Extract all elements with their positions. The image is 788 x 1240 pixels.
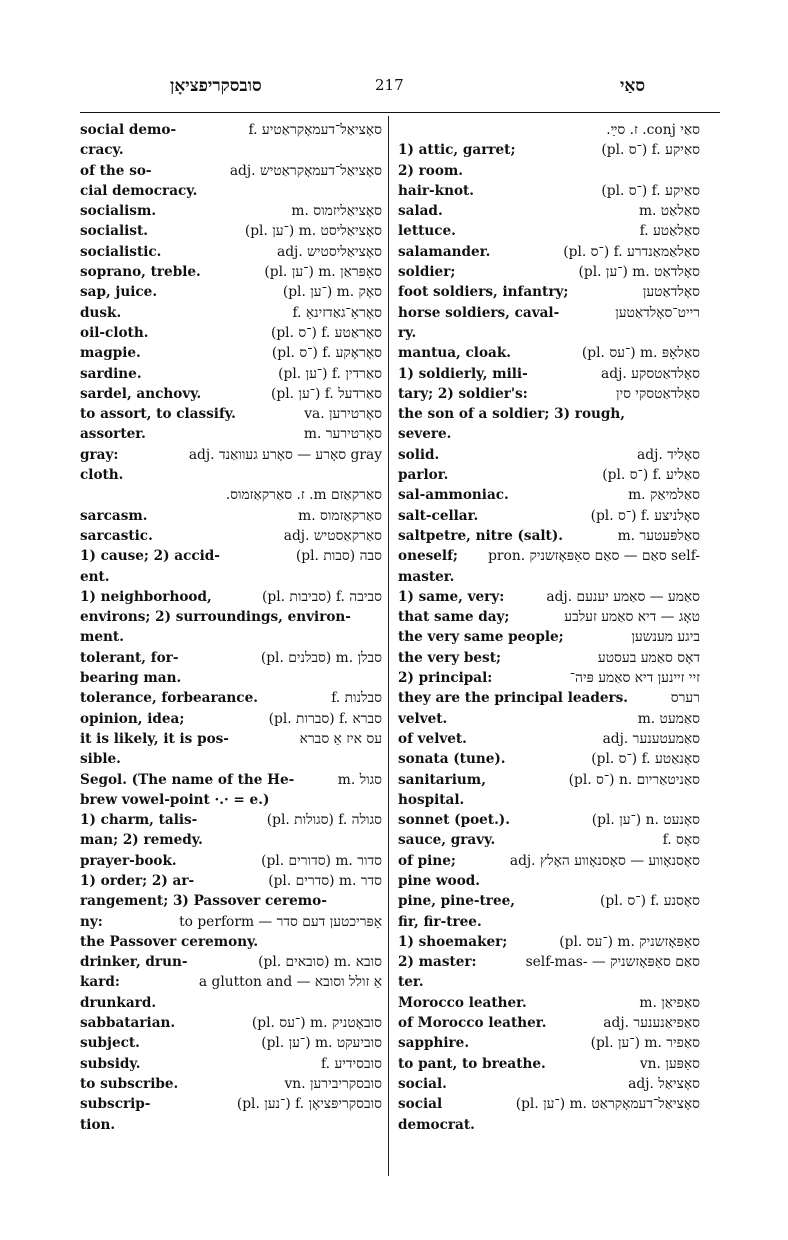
english-text: sap, juice. [80, 284, 158, 301]
entry-line [398, 1033, 700, 1053]
english-text: democrat. [398, 1116, 475, 1133]
entry-line [398, 1074, 700, 1094]
yiddish-headword: (pl. סביבות) f. סביבה [262, 588, 382, 605]
entry-line [80, 1094, 382, 1114]
english-text: social demo- [80, 122, 177, 138]
yiddish-headword: (pl. ־ס) f. סאַליע [602, 467, 700, 484]
entry-line [398, 891, 700, 911]
yiddish-headword: adj. סאַרקאַסטיש [283, 527, 382, 544]
english-text: 2) master: [398, 954, 477, 971]
english-text: 1) neighborhood, [80, 588, 212, 605]
entry-line [398, 871, 700, 891]
entry-line [80, 262, 382, 282]
english-text: parlor. [398, 467, 449, 484]
entry-line [398, 790, 700, 810]
entry-line [398, 506, 700, 526]
yiddish-headword: (pl. סברות) f. סברא [268, 710, 382, 727]
english-text: velvet. [398, 710, 448, 727]
english-text: socialistic. [80, 243, 162, 260]
entry-line [398, 688, 700, 708]
entry-line [80, 871, 382, 891]
entry-line [398, 262, 700, 282]
yiddish-headword: m. סאָרטירער [303, 426, 382, 443]
entry-line [80, 627, 382, 647]
yiddish-headword: vn. סובסקריבירען [284, 1075, 382, 1092]
entry-line [80, 912, 382, 932]
yiddish-headword: (pl. ־ען) m. סוביעקט [261, 1035, 382, 1052]
english-text: cloth. [80, 467, 124, 484]
entry-line [80, 445, 382, 465]
entry-line [80, 972, 382, 992]
entry-line [80, 161, 382, 181]
english-text: salad. [398, 203, 443, 220]
yiddish-headword: (pl. ־ען) m. סאָציאַל־דעמאָקראַט [515, 1096, 700, 1113]
entry-line [80, 1115, 382, 1135]
english-text: soprano, treble. [80, 264, 201, 281]
english-text: sarcastic. [80, 527, 153, 544]
yiddish-headword: (pl. ־עס) m. סאַלאָפּ [581, 345, 700, 362]
english-text: gray: [80, 446, 119, 463]
yiddish-headword: (pl. סבלנים) m. סבלן [260, 649, 382, 666]
english-text: environs; 2) surroundings, environ- [80, 609, 351, 626]
yiddish-headword: m. סאַלאַט [638, 203, 700, 220]
entry-line [398, 120, 700, 140]
yiddish-headword: רייט־סאָלדאַטען [615, 304, 700, 321]
yiddish-headword: adj. סאָציאַל [628, 1075, 700, 1092]
entry-line [80, 749, 382, 769]
english-text: of velvet. [398, 730, 467, 747]
english-text: tary; 2) soldier's: [398, 385, 528, 402]
english-text: sarcasm. [80, 507, 148, 524]
yiddish-headword: m. סאַלפּעטער [617, 527, 700, 544]
yiddish-headword: (pl. סדורים) m. סדור [261, 852, 382, 869]
yiddish-headword: טאָג — דיא סאַמע זעלבע [564, 609, 700, 626]
header-left-guideword: סובסקריפציאָן [170, 76, 262, 96]
yiddish-headword: adj. סאָרע — סאָרע געוואַנד gray [188, 446, 382, 463]
entry-line [398, 140, 700, 160]
entry-line [80, 688, 382, 708]
header-right-guideword: סאַי [619, 76, 645, 96]
entry-line [80, 424, 382, 444]
english-text: fir, fir-tree. [398, 913, 482, 930]
yiddish-headword: a glutton and — אַ זולל וסובא [198, 974, 382, 991]
yiddish-headword: adj. סאָליד [637, 446, 700, 463]
yiddish-headword: זיי זיינען דיא סאַמע פּיה־ [569, 670, 700, 687]
yiddish-headword: (pl. סובאים) m. סובא [258, 954, 382, 971]
entry-line [80, 201, 382, 221]
english-text: of pine; [398, 852, 456, 869]
entry-line [398, 364, 700, 384]
english-text: it is likely, it is pos- [80, 730, 229, 747]
yiddish-headword: (pl. ־ס) f. סאַיקע [601, 142, 700, 159]
english-text: 1) cause; 2) accid- [80, 548, 220, 565]
yiddish-headword: (pl. ־ען) m. סאָלדאַט [578, 264, 700, 281]
entry-line [398, 201, 700, 221]
entry-line [80, 607, 382, 627]
entry-line [398, 1115, 700, 1135]
english-text: tion. [80, 1116, 116, 1133]
entry-line [398, 465, 700, 485]
column-divider [388, 116, 389, 1176]
entry-line [398, 607, 700, 627]
yiddish-headword: סאַי conj. ז. סײַ. [606, 122, 700, 138]
english-text: the very best; [398, 649, 501, 666]
english-text: master. [398, 568, 455, 585]
english-text: sardine. [80, 365, 142, 382]
yiddish-headword: adj. סאָלדאַטסקע [601, 365, 700, 382]
yiddish-headword: adj. סאַמעטענער [602, 730, 700, 747]
yiddish-headword: m. סגול [337, 771, 382, 788]
entry-line [80, 709, 382, 729]
english-text: tolerant, for- [80, 649, 179, 666]
english-text: to subscribe. [80, 1075, 179, 1092]
entry-line [80, 729, 382, 749]
dictionary-page [80, 74, 720, 1174]
english-text: subscrip- [80, 1096, 151, 1113]
yiddish-headword: adj. סאָסנאָווע — סאָסנאָווע האָלץ [509, 852, 700, 869]
english-text: sonata (tune). [398, 751, 506, 768]
entry-line [80, 952, 382, 972]
entry-line [398, 445, 700, 465]
yiddish-headword: m. סאַלמיאַק [628, 487, 700, 504]
english-text: 2) room. [398, 162, 464, 179]
yiddish-headword: (pl. ־ען) m. סאָק [282, 284, 382, 301]
yiddish-headword: (pl. ־ען) f. סאַרדין [278, 365, 382, 382]
yiddish-headword: f. סאַלאַטע [639, 223, 700, 240]
english-text: ment. [80, 629, 124, 646]
entry-line [80, 140, 382, 160]
yiddish-headword: self-mas- — סאַם סאַפּאָזשניק [525, 954, 700, 971]
yiddish-headword: m. סאָציאַליזמוס [291, 203, 382, 220]
yiddish-headword: (pl. ־ס) f. סאַיקע [601, 182, 700, 199]
english-text: cial democracy. [80, 182, 198, 199]
english-text: severe. [398, 426, 452, 443]
english-text: 1) attic, garret; [398, 142, 516, 159]
entry-line [398, 384, 700, 404]
yiddish-headword: m. סאַפיאַן [639, 994, 700, 1011]
entry-line [398, 810, 700, 830]
entry-line [398, 546, 700, 566]
yiddish-headword: (pl. ־עס) m. סאַפּאָזשניק [559, 933, 700, 950]
entry-line [80, 851, 382, 871]
english-text: the son of a soldier; 3) rough, [398, 406, 626, 423]
page-number: 217 [375, 76, 404, 94]
english-text: drinker, drun- [80, 954, 188, 971]
entry-line [80, 567, 382, 587]
entry-line [80, 546, 382, 566]
yiddish-headword: adj. סאָציאַליסטיש [276, 243, 382, 260]
entry-line [80, 221, 382, 241]
english-text: oil-cloth. [80, 324, 149, 341]
entry-line [80, 1033, 382, 1053]
yiddish-headword: (pl. ־ען) m. סאָציאַליסט [244, 223, 382, 240]
english-text: hair-knot. [398, 182, 475, 199]
english-text: social [398, 1096, 443, 1113]
entry-line [398, 1054, 700, 1074]
english-text: tolerance, forbearance. [80, 690, 258, 707]
yiddish-headword: vn. סאַפּען [639, 1055, 700, 1072]
yiddish-headword: (pl. סבות) סבה [295, 548, 382, 565]
english-text: they are the principal leaders. [398, 690, 629, 707]
english-text: assorter. [80, 426, 146, 443]
english-text: sapphire. [398, 1035, 470, 1052]
yiddish-headword: (pl. ־ס) f. סאָסנע [600, 893, 700, 910]
entry-line [80, 282, 382, 302]
entry-line [80, 810, 382, 830]
yiddish-headword: (pl. ־ען) n. סאָנעט [591, 812, 700, 829]
yiddish-headword: f. סאָס [662, 832, 700, 849]
english-text: 2) principal: [398, 670, 493, 687]
entry-line [80, 648, 382, 668]
entry-line [398, 749, 700, 769]
entry-line [80, 364, 382, 384]
english-text: ent. [80, 568, 110, 585]
yiddish-headword: (pl. סגולות) f. סגולה [266, 812, 382, 829]
english-text: of Morocco leather. [398, 1015, 547, 1032]
entry-line [398, 282, 700, 302]
english-text: sanitarium, [398, 771, 486, 788]
left-column [80, 120, 382, 1135]
english-text: drunkard. [80, 994, 157, 1011]
entry-line [398, 242, 700, 262]
entry-line [80, 770, 382, 790]
entry-line [398, 729, 700, 749]
entry-line [80, 465, 382, 485]
english-text: cracy. [80, 142, 124, 159]
entry-line [398, 709, 700, 729]
english-text: pine wood. [398, 872, 481, 889]
english-text: of the so- [80, 162, 152, 179]
entry-line [398, 343, 700, 363]
entry-line [398, 648, 700, 668]
entry-line [80, 891, 382, 911]
yiddish-headword: (pl. ־ס) f. סאָלניצע [590, 507, 700, 524]
english-text: rangement; 3) Passover ceremo- [80, 893, 327, 910]
english-text: that same day; [398, 609, 510, 626]
yiddish-headword: (pl. ־ס) f. סאָראַטע [270, 324, 382, 341]
yiddish-headword: m. סאַרקאַזמוס [298, 507, 382, 524]
english-text: ny: [80, 913, 103, 930]
yiddish-headword: m. סאַמעט [637, 710, 700, 727]
entry-line [398, 993, 700, 1013]
yiddish-headword: f. סאָציאַל־דעמאָקראַטיע [248, 122, 382, 138]
yiddish-headword: (pl. ־נען) f. סובסקריפּציאָן [236, 1096, 382, 1113]
right-column [398, 120, 700, 1135]
entry-line [80, 668, 382, 688]
entry-line [398, 485, 700, 505]
english-text: kard: [80, 974, 120, 991]
english-text: bearing man. [80, 670, 182, 687]
english-text: sible. [80, 751, 121, 768]
yiddish-headword: (pl. ־ס) f. סאָנאַטע [591, 751, 700, 768]
english-text: magpie. [80, 345, 141, 362]
entry-line [80, 343, 382, 363]
english-text: Segol. (The name of the He- [80, 771, 295, 788]
entry-line [398, 323, 700, 343]
entry-line [80, 790, 382, 810]
entry-line [80, 1013, 382, 1033]
english-text: 1) order; 2) ar- [80, 872, 195, 889]
english-text: opinion, idea; [80, 710, 185, 727]
english-text: sardel, anchovy. [80, 385, 202, 402]
english-text: socialism. [80, 203, 157, 220]
yiddish-headword: עס איז אַ סברא [299, 730, 382, 747]
english-text: lettuce. [398, 223, 456, 240]
entry-line [398, 627, 700, 647]
entry-line [398, 161, 700, 181]
english-text: the Passover ceremony. [80, 933, 259, 950]
entry-line [398, 830, 700, 850]
yiddish-headword: (pl. ־עס) m. סובאָטניק [251, 1015, 382, 1032]
english-text: 1) shoemaker; [398, 933, 508, 950]
english-text: mantua, cloak. [398, 345, 511, 362]
english-text: social. [398, 1075, 447, 1092]
english-text: 1) charm, talis- [80, 812, 198, 829]
yiddish-headword: adj. סאָציאַל־דעמאָקראַטיש [229, 162, 382, 179]
entry-line [398, 303, 700, 323]
english-text: saltpetre, nitre (salt). [398, 527, 563, 544]
entry-line [80, 932, 382, 952]
entry-line [398, 952, 700, 972]
english-text: pine, pine-tree, [398, 893, 515, 910]
english-text: solid. [398, 446, 440, 463]
entry-line [80, 384, 382, 404]
entry-line [398, 912, 700, 932]
english-text: subsidy. [80, 1055, 141, 1072]
yiddish-headword: דאָס סאַמע בעסטע [597, 649, 700, 666]
yiddish-headword: to perform — אָפּריכטען דעם סדר [179, 913, 382, 930]
entry-line [80, 485, 382, 505]
english-text: the very same people; [398, 629, 564, 646]
entry-line [80, 242, 382, 262]
english-text: foot soldiers, infantry; [398, 284, 569, 301]
entry-line [398, 1094, 700, 1114]
english-text: sabbatarian. [80, 1015, 176, 1032]
entry-line [80, 830, 382, 850]
entry-line [80, 506, 382, 526]
yiddish-headword: (pl. ־ס) n. סאַניטאַריום [568, 771, 700, 788]
english-text: ry. [398, 324, 417, 341]
english-text: socialist. [80, 223, 148, 240]
english-text: subject. [80, 1035, 140, 1052]
english-text: salt-cellar. [398, 507, 479, 524]
entry-line [398, 221, 700, 241]
entry-line [398, 404, 700, 424]
yiddish-headword: adj. סאַמע — סאַמע יענעם [546, 588, 700, 605]
english-text: man; 2) remedy. [80, 832, 203, 849]
english-text: salamander. [398, 243, 491, 260]
entry-line [80, 993, 382, 1013]
english-text: to assort, to classify. [80, 406, 236, 423]
yiddish-headword: (pl. ־ס) f. סאַלאַמאַנדרע [563, 243, 700, 260]
entry-line [398, 770, 700, 790]
entry-line [398, 424, 700, 444]
entry-line [398, 932, 700, 952]
entry-line [398, 181, 700, 201]
yiddish-headword: (pl. ־ען) m. סאָפּראַן [264, 264, 382, 281]
english-text: sauce, gravy. [398, 832, 496, 849]
english-text: sal-ammoniac. [398, 487, 509, 504]
yiddish-headword: f. סבלנות [331, 690, 382, 707]
entry-line [80, 323, 382, 343]
yiddish-headword: (pl. ־ען) m. סאַפיר [590, 1035, 700, 1052]
yiddish-headword: f. סובסידיע [321, 1055, 382, 1072]
entry-line [398, 668, 700, 688]
entry-line [80, 120, 382, 140]
entry-line [80, 404, 382, 424]
yiddish-headword: סאָלדאַטסקי סין [615, 385, 700, 402]
english-text: to pant, to breathe. [398, 1055, 546, 1072]
yiddish-headword: (pl. סדרים) m. סדר [268, 872, 382, 889]
english-text: sonnet (poet.). [398, 812, 510, 829]
entry-line [398, 567, 700, 587]
yiddish-headword: סאַרקאַזם m. ז. סאַרקאַזמוס. [225, 487, 382, 504]
yiddish-headword: pron. סאַם — סאַם סאַפּאָזשניק self- [488, 548, 700, 565]
entry-line [398, 587, 700, 607]
yiddish-headword: ביגע מענשען [631, 629, 700, 646]
entry-line [398, 972, 700, 992]
english-text: ter. [398, 974, 424, 991]
yiddish-headword: va. סאָרטירען [304, 406, 382, 423]
entry-line [80, 526, 382, 546]
english-text: dusk. [80, 304, 122, 321]
english-text: hospital. [398, 791, 465, 808]
page-header [80, 74, 720, 113]
english-text: horse soldiers, caval- [398, 304, 560, 321]
entry-line [80, 1074, 382, 1094]
english-text: brew vowel-point ·.· = e.) [80, 791, 270, 808]
english-text: 1) same, very: [398, 588, 505, 605]
entry-line [80, 303, 382, 323]
yiddish-headword: רערס [670, 690, 700, 707]
yiddish-headword: adj. סאַפיאַנענער [603, 1015, 700, 1032]
english-text: 1) soldierly, mili- [398, 365, 528, 382]
yiddish-headword: (pl. ־ען) f. סאַרדעל [271, 385, 382, 402]
english-text: soldier; [398, 264, 456, 281]
entry-line [80, 587, 382, 607]
entry-line [398, 526, 700, 546]
entry-line [398, 851, 700, 871]
yiddish-headword: (pl. ־ס) f. סאָראָקע [271, 345, 382, 362]
entry-line [80, 181, 382, 201]
english-text: prayer-book. [80, 852, 177, 869]
yiddish-headword: f. סאָראַ־גאַדזינאַ [292, 304, 382, 321]
entry-line [80, 1054, 382, 1074]
yiddish-headword: סאָלדאַטען [642, 284, 700, 301]
english-text: oneself; [398, 548, 458, 565]
english-text: Morocco leather. [398, 994, 527, 1011]
entry-line [398, 1013, 700, 1033]
